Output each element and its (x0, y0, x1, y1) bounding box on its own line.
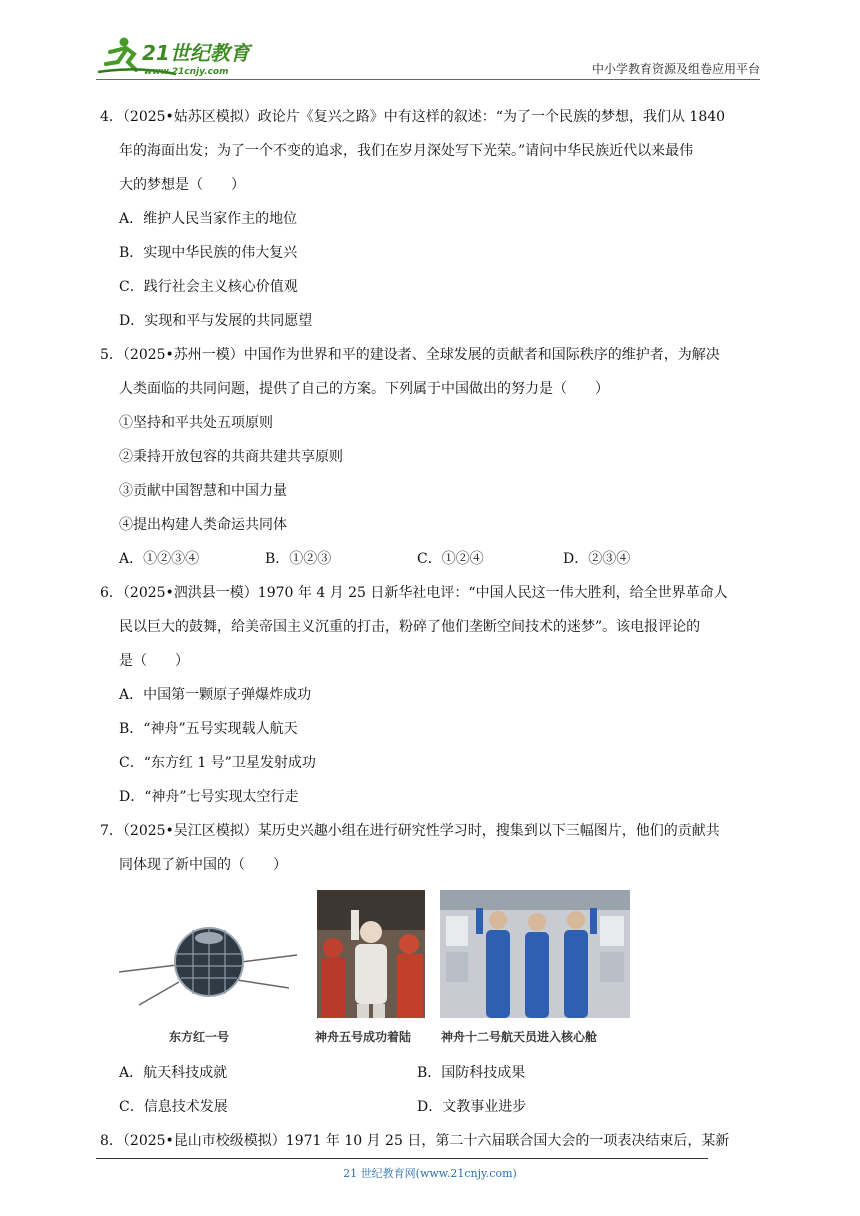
option-a: A．维护人民当家作主的地位 (119, 211, 298, 227)
option-d: D．文教事业进步 (417, 1099, 527, 1115)
option-a: A．中国第一颗原子弹爆炸成功 (119, 687, 312, 703)
question-stem-line: 民以巨大的鼓舞，给美帝国主义沉重的打击，粉碎了他们垄断空间技术的迷梦”。该电报评论的 (119, 619, 701, 635)
page-header (96, 30, 760, 80)
option-c: C．“东方红 1 号”卫星发射成功 (119, 755, 316, 771)
question-stem: 6．（2025•泗洪县一模）1970 年 4 月 25 日新华社电评：“中国人民这一伟大胜利，给全世界革命人 (100, 585, 728, 601)
statement-1: ①坚持和平共处五项原则 (119, 415, 273, 431)
option-a: A．①②③④ (119, 551, 200, 567)
header-divider (96, 79, 760, 80)
question-stem-line: 同体现了新中国的（ ） (119, 857, 287, 873)
option-b: B．“神舟”五号实现载人航天 (119, 721, 298, 737)
question-8 (100, 1124, 765, 1158)
figure-caption: 神舟十二号航天员进入核心舱 (441, 1030, 598, 1044)
satellite-image (119, 910, 299, 1015)
astronauts-core-module-image (440, 890, 630, 1018)
option-c: C．践行社会主义核心价值观 (119, 279, 298, 295)
question-5 (100, 338, 765, 576)
astronaut-landing-image (317, 890, 425, 1018)
options-grid (100, 1056, 765, 1124)
question-stem: 5．（2025•苏州一模）中国作为世界和平的建设者、全球发展的贡献者和国际秩序的维护者，为解决 (100, 347, 720, 363)
statement-3: ③贡献中国智慧和中国力量 (119, 483, 287, 499)
question-stem-line: 大的梦想是（ ） (119, 177, 245, 193)
question-6 (100, 576, 765, 814)
option-b: B．实现中华民族的伟大复兴 (119, 245, 298, 261)
footer-divider (96, 1158, 708, 1159)
page-footer: 21 世纪教育网(www.21cnjy.com) (343, 1167, 517, 1180)
option-d: D．②③④ (563, 551, 631, 567)
option-c: C．信息技术发展 (119, 1099, 228, 1115)
question-list (100, 100, 765, 1158)
logo-main-text: 21世纪教育 (142, 41, 250, 65)
question-stem: 7．（2025•吴江区模拟）某历史兴趣小组在进行研究性学习时，搜集到以下三幅图片，他们的贡献共 (100, 823, 720, 839)
question-4 (100, 100, 765, 338)
question-stem: 8．（2025•昆山市校级模拟）1971 年 10 月 25 日，第二十六届联合国大会的一项表决结束后，某新 (100, 1133, 730, 1149)
options-row (100, 542, 765, 576)
platform-name: 中小学教育资源及组卷应用平台 (591, 62, 760, 76)
statement-2: ②秉持开放包容的共商共建共享原则 (119, 449, 343, 465)
option-d: D．实现和平与发展的共同愿望 (119, 313, 313, 329)
option-c: C．①②④ (417, 551, 484, 567)
option-b: B．①②③ (265, 551, 332, 567)
question-stem-line: 年的海面出发；为了一个不变的追求，我们在岁月深处写下光荣。”请问中华民族近代以来最伟 (119, 143, 694, 159)
option-d: D．“神舟”七号实现太空行走 (119, 789, 299, 805)
figure-strip (119, 890, 765, 1050)
option-b: B．国防科技成果 (417, 1065, 526, 1081)
logo-sub-text: www.21cnjy.com (144, 67, 229, 77)
question-stem: 4．（2025•姑苏区模拟）政论片《复兴之路》中有这样的叙述：“为了一个民族的梦想，我们从 1840 (100, 109, 726, 125)
question-7 (100, 814, 765, 1124)
question-stem-line: 是（ ） (119, 653, 189, 669)
option-a: A．航天科技成就 (119, 1065, 228, 1081)
statement-4: ④提出构建人类命运共同体 (119, 517, 287, 533)
logo-icon (96, 36, 256, 78)
figure-caption: 神舟五号成功着陆 (315, 1030, 412, 1044)
question-stem-line: 人类面临的共同问题，提供了自己的方案。下列属于中国做出的努力是（ ） (119, 381, 609, 397)
figure-caption: 东方红一号 (169, 1030, 230, 1044)
